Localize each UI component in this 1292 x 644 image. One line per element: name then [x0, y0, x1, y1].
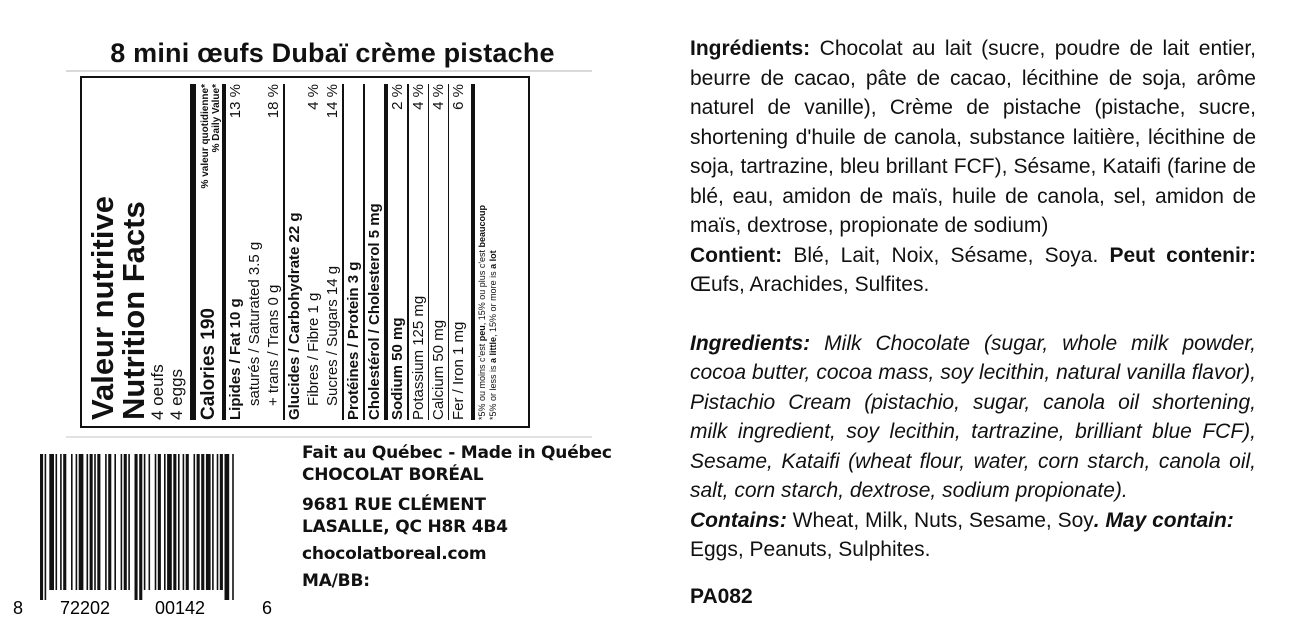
- contains-en-label: Contains:: [690, 508, 787, 532]
- barcode-bars: [40, 454, 234, 600]
- nf-label: Calcium 50 mg: [430, 319, 447, 420]
- nf-label: + trans / Trans 0 g: [265, 284, 282, 406]
- barcode-bar: [212, 454, 214, 590]
- product-code: PA082: [690, 585, 753, 608]
- barcode-bar: [94, 454, 96, 590]
- nf-value: 6 %: [450, 84, 467, 110]
- nf-label: Fer / Iron 1 mg: [450, 321, 467, 420]
- barcode-bar: [139, 454, 142, 600]
- barcode-bar: [56, 454, 58, 590]
- barcode-bar: [167, 454, 172, 590]
- nf-label: Lipides / Fat 10 g: [227, 298, 244, 420]
- barcode-bar: [206, 454, 211, 590]
- nf-value: 13 %: [227, 84, 244, 119]
- best-before-label: MA/BB:: [302, 571, 370, 591]
- nutrition-facts-panel: [80, 76, 530, 428]
- barcode-bar: [76, 454, 78, 590]
- nf-footnote-fr: *5% ou moins c'est peu, 15% ou plus c'est beaucoup: [477, 204, 487, 420]
- website: chocolatboreal.com: [302, 544, 487, 564]
- nf-heading-fr: Valeur nutritive: [85, 196, 120, 420]
- nf-row-protein: [342, 84, 363, 420]
- nf-row-trans: [264, 84, 283, 420]
- ingredients-fr-label: Ingrédients:: [690, 37, 811, 60]
- nf-row-cholesterol: [363, 84, 384, 420]
- ingredients-block: [690, 34, 1256, 565]
- barcode-bar: [232, 454, 234, 600]
- nf-label: Fibres / Fibre 1 g: [305, 292, 322, 406]
- barcode-group-2: 00142: [155, 598, 206, 618]
- nf-footnote-en: *5% or less is a little, 15% or more is a lot: [488, 250, 498, 420]
- barcode-bar: [183, 454, 185, 590]
- panel-divider: [66, 436, 592, 438]
- ingredients-fr: [690, 34, 1256, 300]
- title-divider: [66, 70, 592, 72]
- street: 9681 RUE CLÉMENT: [302, 495, 486, 515]
- nf-label: saturés / Saturated 3.5 g: [246, 241, 263, 406]
- nf-row-saturated: [245, 84, 264, 420]
- barcode-group-1: 72202: [60, 598, 111, 618]
- barcode-bar: [45, 454, 47, 600]
- nf-value: 14 %: [324, 84, 341, 119]
- nf-footnote: [471, 84, 499, 420]
- nutrition-facts-table: [80, 76, 530, 428]
- nf-value: [365, 84, 384, 124]
- nf-row-iron: [448, 84, 468, 420]
- nf-row-fat: [222, 84, 245, 420]
- nf-label: Sucres / Sugars 14 g: [324, 265, 341, 406]
- barcode-bar: [121, 454, 123, 590]
- barcode-bar: [197, 454, 200, 590]
- product-title: 8 mini œufs Dubaï crème pistache: [110, 38, 555, 68]
- barcode-bar: [60, 454, 62, 590]
- nf-value: 2 %: [389, 84, 406, 110]
- barcode-digit-last: 6: [262, 598, 273, 618]
- barcode-bar: [87, 454, 89, 590]
- barcode-bar: [63, 454, 66, 590]
- barcode-bar: [97, 454, 100, 590]
- nf-value: 18 %: [265, 84, 282, 119]
- barcode-bar: [149, 454, 151, 590]
- nf-row-potassium: [407, 84, 428, 420]
- nf-value: [285, 84, 304, 124]
- nf-calories: Calories 190: [198, 308, 219, 420]
- barcode-bar: [90, 454, 93, 590]
- nf-serving-fr: 4 oeufs: [148, 364, 167, 420]
- city: LASALLE, QC H8R 4B4: [302, 517, 508, 537]
- nf-row-sugars: [323, 84, 342, 420]
- barcode-bar: [158, 454, 161, 590]
- barcode-digit-first: 8: [13, 598, 24, 618]
- barcode-bar: [108, 454, 111, 590]
- may-contain-en-label: . May contain:: [1093, 508, 1234, 532]
- barcode-bar: [40, 454, 43, 600]
- ingredients-en: [690, 329, 1256, 565]
- barcode-bar: [124, 454, 127, 590]
- nf-label: Potassium 125 mg: [410, 295, 427, 420]
- nf-label: Sodium 50 mg: [389, 317, 406, 420]
- barcode-bar: [144, 454, 146, 590]
- barcode-bar: [194, 454, 196, 590]
- barcode-bar: [164, 454, 166, 590]
- nf-label: Protéines / Protein 3 g: [345, 261, 362, 420]
- nf-dv-header-fr: % valeur quotidienne*: [200, 84, 211, 189]
- nf-value: 4 %: [430, 84, 447, 110]
- barcode-bar: [79, 454, 84, 590]
- barcode-bar: [71, 454, 73, 590]
- contains-fr-text: Blé, Lait, Noix, Sésame, Soya.: [782, 243, 1110, 267]
- barcode-bar: [105, 454, 107, 590]
- nf-row-sodium: [384, 84, 407, 420]
- may-contain-fr-label: Peut contenir:: [1109, 243, 1256, 267]
- company-name: CHOCOLAT BORÉAL: [302, 465, 484, 485]
- barcode-bar: [114, 454, 116, 590]
- nf-value: [344, 84, 363, 124]
- barcode-bar: [186, 454, 189, 590]
- nf-value: 4 %: [305, 84, 322, 110]
- nf-serving-en: 4 eggs: [167, 368, 186, 420]
- nf-value: 4 %: [410, 84, 427, 110]
- barcode-bar: [128, 454, 130, 590]
- nf-heading-en: Nutrition Facts: [116, 201, 151, 420]
- barcode-bar: [225, 454, 230, 600]
- nf-dv-header: [200, 84, 222, 188]
- ingredients-en-label: Ingredients:: [690, 331, 811, 355]
- made-in: Fait au Québec - Made in Québec: [302, 443, 612, 463]
- nf-calories-row: [196, 84, 222, 420]
- nf-row-calcium: [428, 84, 448, 420]
- barcode-bar: [155, 454, 157, 590]
- nf-row-carbohydrate: [283, 84, 304, 420]
- nf-value: [245, 84, 264, 124]
- barcode-bar: [201, 454, 204, 590]
- nf-dv-header-en: % Daily Value*: [211, 84, 222, 153]
- barcode-bar: [135, 454, 138, 600]
- barcode-bar: [49, 454, 54, 590]
- contains-en-text: Wheat, Milk, Nuts, Sesame, Soy: [786, 508, 1094, 532]
- ingredients-fr-text: Chocolat au lait (sucre, poudre de lait entier, beurre de cacao, pâte de cacao, lécithine de soja, arôme naturel de vanille), Crème de pistache (pistache, sucre, shortening d'huile de canola, substance laitière, lécithine de soja, tartrazine, bleu brillant FCF), Sésame, Kataifi (farine de blé, eau, amidon de maïs, huile de canola, sel, amidon de maïs, dextrose, propionate de sodium): [690, 37, 1256, 237]
- barcode-bar: [178, 454, 180, 590]
- manufacturer-address: [302, 442, 642, 592]
- ingredients-en-text: Milk Chocolate (sugar, whole milk powder, cocoa butter, cocoa mass, soy lecithin, natural vanilla flavor), Pistachio Cream (pistachio, sugar, canola oil shortening, milk ingredient, soy lecithin, tartrazine, brilliant blue FCF), Sesame, Kataifi (wheat flour, water, corn starch, canola oil, salt, corn starch, dextrose, sodium propionate).: [690, 331, 1256, 502]
- nf-label: Cholestérol / Cholesterol 5 mg: [366, 203, 383, 420]
- nf-label: Glucides / Carbohydrate 22 g: [286, 212, 303, 420]
- nf-row-fibre: [304, 84, 323, 420]
- barcode-bar: [173, 454, 176, 590]
- barcode-bar: [220, 454, 223, 590]
- may-contain-en-text: Eggs, Peanuts, Sulphites.: [690, 538, 931, 561]
- may-contain-fr-text: Œufs, Arachides, Sulfites.: [690, 273, 930, 296]
- barcode-image: [0, 450, 280, 622]
- barcode-bar: [217, 454, 219, 590]
- contains-fr-label: Contient:: [690, 243, 783, 267]
